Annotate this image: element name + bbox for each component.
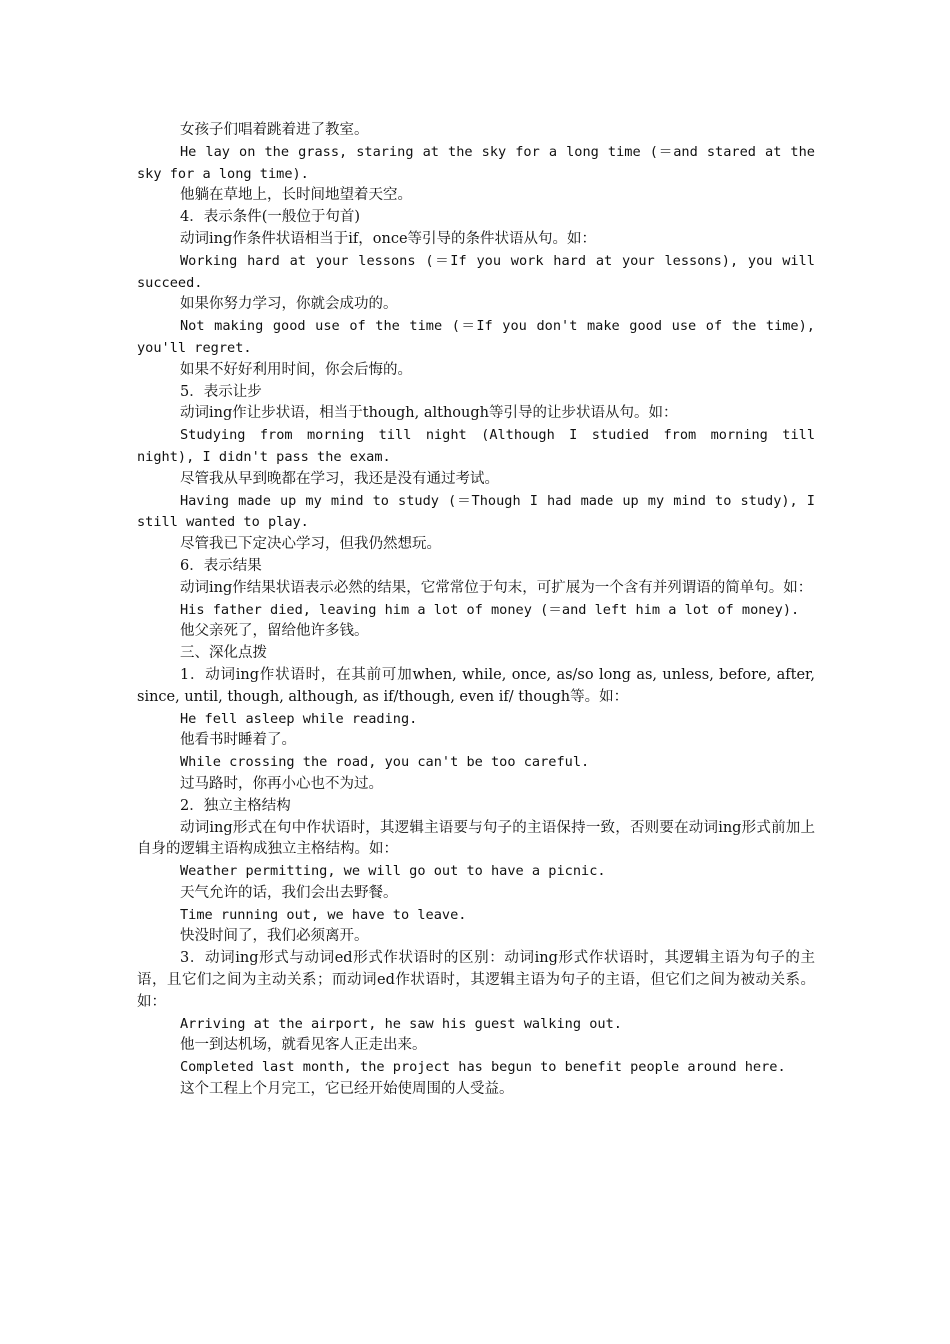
paragraph: 尽管我从早到晚都在学习，我还是没有通过考试。 xyxy=(180,470,499,487)
paragraph-example: Time running out, we have to leave. xyxy=(180,906,467,923)
paragraph: 如果你努力学习，你就会成功的。 xyxy=(180,296,398,313)
paragraph: 动词ing形式在句中作状语时，其逻辑主语要与句子的主语保持一致，否则要在动词ing形式前加上自身的逻辑主语构成独立主格结构。如： xyxy=(137,819,815,858)
paragraph-example: He fell asleep while reading. xyxy=(180,710,418,727)
paragraph: 他躺在草地上，长时间地望着天空。 xyxy=(180,187,412,204)
paragraph-example: While crossing the road, you can't be too careful. xyxy=(180,754,590,771)
paragraph: 尽管我已下定决心学习，但我仍然想玩。 xyxy=(180,536,441,553)
paragraph: 3．动词ing形式与动词ed形式作状语时的区别：动词ing形式作状语时，其逻辑主语为句子的主语，且它们之间为主动关系；而动词ed作状语时，其逻辑主语为句子的主语，但它们之间为被动关系。如： xyxy=(137,950,815,1010)
paragraph-example: Working hard at your lessons (＝If you work hard at your lessons), you will succeed. xyxy=(137,252,815,291)
paragraph: 快没时间了，我们必须离开。 xyxy=(180,928,369,945)
paragraph: 这个工程上个月完工，它已经开始使周围的人受益。 xyxy=(180,1081,514,1098)
section-heading: 三、深化点拨 xyxy=(180,645,267,662)
document-page xyxy=(137,120,815,1101)
paragraph: 1．动词ing作状语时，在其前可加when, while, once, as/so long as, unless, before, after, since, until, though, although, as if/though, even if/ though等。如： xyxy=(137,666,815,705)
paragraph: 过马路时，你再小心也不为过。 xyxy=(180,775,383,792)
paragraph: 天气允许的话，我们会出去野餐。 xyxy=(180,884,398,901)
paragraph: 动词ing作让步状语，相当于though, although等引导的让步状语从句。如： xyxy=(180,405,678,422)
section-heading: 4．表示条件(一般位于句首) xyxy=(180,209,361,226)
paragraph-example: His father died, leaving him a lot of money (＝and left him a lot of money). xyxy=(180,601,800,618)
section-heading: 2．独立主格结构 xyxy=(180,797,291,814)
paragraph-example: Studying from morning till night (Although I studied from morning till night), I didn't pass the exam. xyxy=(137,427,815,465)
paragraph-example: Having made up my mind to study (＝Though I had made up my mind to study), I still wanted to play. xyxy=(137,492,815,531)
paragraph: 动词ing作结果状语表示必然的结果，它常常位于句末，可扩展为一个含有并列谓语的简单句。如： xyxy=(180,579,813,596)
paragraph-example: Weather permitting, we will go out to have a picnic. xyxy=(180,863,606,880)
paragraph: 如果不好好利用时间，你会后悔的。 xyxy=(180,361,412,378)
paragraph: 他看书时睡着了。 xyxy=(180,732,296,749)
paragraph-example: Completed last month, the project has begun to benefit people around here. xyxy=(180,1059,786,1076)
section-heading: 6．表示结果 xyxy=(180,557,262,574)
paragraph-example: Arriving at the airport, he saw his guest walking out. xyxy=(180,1015,622,1032)
paragraph: 他父亲死了，留给他许多钱。 xyxy=(180,623,369,640)
paragraph: 他一到达机场，就看见客人正走出来。 xyxy=(180,1037,427,1054)
paragraph: 动词ing作条件状语相当于if，once等引导的条件状语从句。如： xyxy=(180,230,597,247)
paragraph-example: He lay on the grass, staring at the sky for a long time (＝and stared at the sky for a long time). xyxy=(137,143,815,182)
paragraph: 女孩子们唱着跳着进了教室。 xyxy=(180,122,369,138)
section-heading: 5．表示让步 xyxy=(180,383,262,400)
paragraph-example: Not making good use of the time (＝If you don't make good use of the time), you'll regret. xyxy=(137,318,815,356)
